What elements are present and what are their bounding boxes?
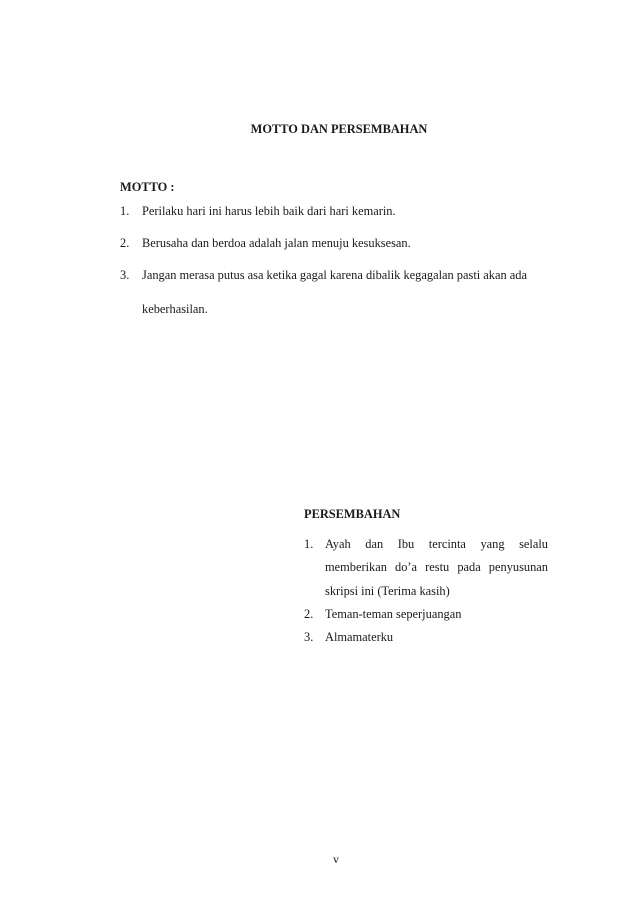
- dedication-section: [304, 505, 548, 649]
- list-item: [304, 626, 548, 649]
- list-item: [304, 533, 548, 603]
- list-number: 1.: [304, 537, 314, 551]
- list-number: 3.: [304, 630, 314, 645]
- list-item-text: Berusaha dan berdoa adalah jalan menuju kesuksesan.: [142, 235, 411, 250]
- list-item: [304, 603, 548, 626]
- motto-list: [120, 196, 560, 326]
- list-item-text: Jangan merasa putus asa ketika gagal karena dibalik kegagalan pasti akan ada keberhasilan.: [142, 268, 527, 316]
- list-item: [120, 258, 560, 326]
- dedication-heading: PERSEMBAHAN: [304, 507, 401, 521]
- list-number: 3.: [120, 268, 130, 282]
- list-item: [120, 196, 560, 228]
- page-title: MOTTO DAN PERSEMBAHAN: [250, 122, 428, 136]
- list-number: 2.: [304, 606, 314, 621]
- page-number: v: [333, 852, 339, 866]
- list-item-text: Teman-teman seperjuangan: [325, 606, 462, 621]
- dedication-list: [304, 533, 548, 649]
- list-item-text: Perilaku hari ini harus lebih baik dari hari kemarin.: [142, 204, 396, 218]
- list-number: 2.: [120, 235, 130, 250]
- list-item-text: Almamaterku: [325, 630, 394, 645]
- motto-heading: MOTTO :: [120, 180, 175, 194]
- list-item: [120, 228, 560, 260]
- list-number: 1.: [120, 204, 130, 218]
- motto-section: [120, 178, 560, 326]
- list-item-text: Ayah dan Ibu tercinta yang selalu memberikan do’a restu pada penyusunan skripsi ini (Terima kasih): [325, 537, 548, 598]
